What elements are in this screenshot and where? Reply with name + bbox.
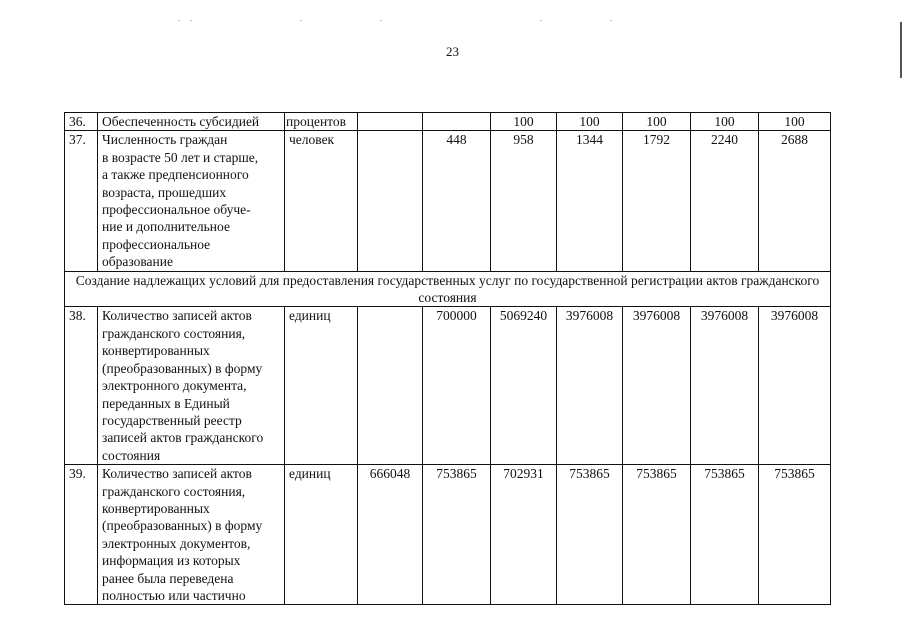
indicator-name: Количество записей актов гражданского состояния, конвертированных (преобразованных) в форму электронного документа, переданных в Единый государственный реестр записей актов гражданского состояния: [98, 307, 285, 465]
table-row: [65, 465, 831, 605]
value-cell: 3976008: [759, 307, 831, 465]
value-cell: 100: [557, 113, 623, 131]
indicator-name: Численность граждан в возрасте 50 лет и старше, а также предпенсионного возраста, прошедших профессиональное обуче- ние и дополнительное профессиональное образование: [98, 131, 285, 271]
value-cell: 753865: [759, 465, 831, 605]
value-cell: 5069240: [491, 307, 557, 465]
unit-cell: процентов: [285, 113, 358, 131]
value-cell: [423, 113, 491, 131]
section-title: Создание надлежащих условий для предоставления государственных услуг по государственной регистрации актов гражданского состояния: [65, 271, 831, 307]
value-cell: [358, 113, 423, 131]
value-cell: 753865: [423, 465, 491, 605]
value-cell: 448: [423, 131, 491, 271]
value-cell: 702931: [491, 465, 557, 605]
page-number: 23: [446, 44, 459, 59]
value-cell: 100: [759, 113, 831, 131]
value-cell: 100: [691, 113, 759, 131]
value-cell: 958: [491, 131, 557, 271]
indicator-name: Обеспеченность субсидией: [98, 113, 285, 131]
value-cell: 3976008: [557, 307, 623, 465]
section-row: [65, 271, 831, 307]
value-cell: 1344: [557, 131, 623, 271]
value-cell: 2240: [691, 131, 759, 271]
row-number: 37.: [65, 131, 98, 271]
unit-cell: единиц: [285, 465, 358, 605]
value-cell: 100: [623, 113, 691, 131]
value-cell: 753865: [623, 465, 691, 605]
value-cell: 1792: [623, 131, 691, 271]
value-cell: 3976008: [623, 307, 691, 465]
value-cell: 753865: [557, 465, 623, 605]
unit-cell: единиц: [285, 307, 358, 465]
value-cell: [358, 131, 423, 271]
value-cell: 753865: [691, 465, 759, 605]
table-row: [65, 113, 831, 131]
row-number: 36.: [65, 113, 98, 131]
value-cell: 700000: [423, 307, 491, 465]
value-cell: [358, 307, 423, 465]
indicator-name: Количество записей актов гражданского состояния, конвертированных (преобразованных) в форму электронных документов, информация из которых ранее была переведена полностью или частично: [98, 465, 285, 605]
row-number: 38.: [65, 307, 98, 465]
table-row: [65, 307, 831, 465]
unit-cell: человек: [285, 131, 358, 271]
value-cell: 100: [491, 113, 557, 131]
indicators-table: [64, 112, 831, 605]
value-cell: 3976008: [691, 307, 759, 465]
value-cell: 666048: [358, 465, 423, 605]
table-row: [65, 131, 831, 271]
value-cell: 2688: [759, 131, 831, 271]
row-number: 39.: [65, 465, 98, 605]
